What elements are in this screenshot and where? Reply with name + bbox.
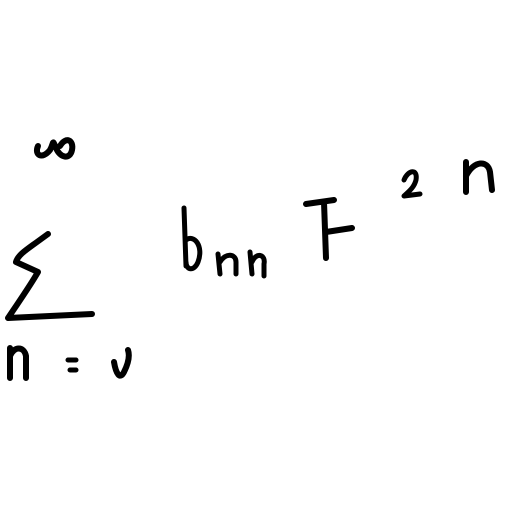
lower-limit-equals: [68, 360, 76, 370]
lower-limit: [10, 348, 129, 378]
lower-limit-n: [10, 348, 26, 378]
letter-F: [306, 200, 352, 258]
coefficient-n: [218, 252, 264, 276]
exponent-2: [404, 172, 420, 196]
exponent-n: [466, 162, 492, 192]
upper-limit-infinity: [37, 140, 72, 156]
coefficient-b: [184, 208, 200, 269]
lower-limit-zero: [114, 350, 129, 376]
sigma-symbol: [8, 234, 92, 318]
